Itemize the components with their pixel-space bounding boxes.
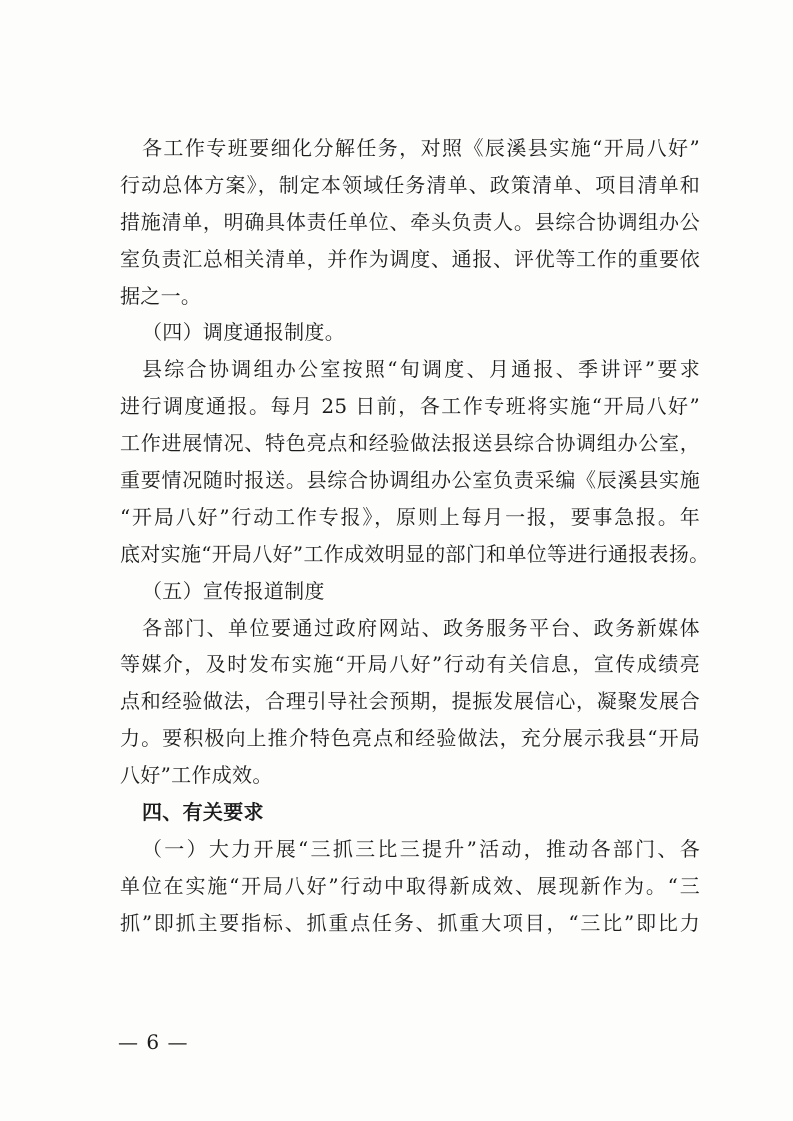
- paragraph-line: 进行调度通报。每月 25 日前，各工作专班将实施“开局八好”: [120, 394, 700, 419]
- paragraph-line: 重要情况随时报送。县综合协调组办公室负责采编《辰溪县实施: [120, 468, 700, 493]
- paragraph-line: 行动总体方案》，制定本领域任务清单、政策清单、项目清单和: [120, 172, 700, 197]
- paragraph-line: 抓”即抓主要指标、抓重点任务、抓重大项目，“三比”即比力: [120, 910, 700, 935]
- paragraph-line: 各部门、单位要通过政府网站、政务服务平台、政务新媒体: [142, 615, 700, 640]
- paragraph-line: 单位在实施“开局八好”行动中取得新成效、展现新作为。“三: [120, 873, 700, 898]
- paragraph-line: 县综合协调组办公室按照“旬调度、月通报、季讲评”要求: [142, 357, 700, 382]
- chapter-heading: 四、有关要求: [142, 800, 264, 825]
- page-number: — 6 —: [118, 1030, 189, 1054]
- paragraph-line: 各工作专班要细化分解任务，对照《辰溪县实施“开局八好”: [142, 136, 700, 160]
- document-body: [120, 130, 710, 942]
- paragraph-line: 室负责汇总相关清单，并作为调度、通报、评优等工作的重要依: [120, 246, 700, 271]
- paragraph-line: 据之一。: [120, 283, 202, 308]
- paragraph-line: 措施清单，明确具体责任单位、牵头负责人。县综合协调组办公: [120, 209, 700, 234]
- section-heading: （四）调度通报制度。: [142, 320, 345, 345]
- paragraph-line: 工作进展情况、特色亮点和经验做法报送县综合协调组办公室，: [120, 431, 700, 456]
- paragraph-line: 等媒介，及时发布实施“开局八好”行动有关信息，宣传成绩亮: [120, 652, 700, 677]
- paragraph-line: 点和经验做法，合理引导社会预期，提振发展信心，凝聚发展合: [120, 689, 700, 714]
- paragraph-line: 八好”工作成效。: [120, 763, 273, 788]
- paragraph-line: （一）大力开展“三抓三比三提升”活动，推动各部门、各: [142, 836, 700, 861]
- section-heading: （五）宣传报道制度: [142, 578, 325, 603]
- paragraph-line: 力。要积极向上推介特色亮点和经验做法，充分展示我县“开局: [120, 726, 700, 751]
- paragraph-line: 底对实施“开局八好”工作成效明显的部门和单位等进行通报表扬。: [120, 541, 710, 566]
- paragraph-line: “开局八好”行动工作专报》，原则上每月一报，要事急报。年: [120, 504, 700, 529]
